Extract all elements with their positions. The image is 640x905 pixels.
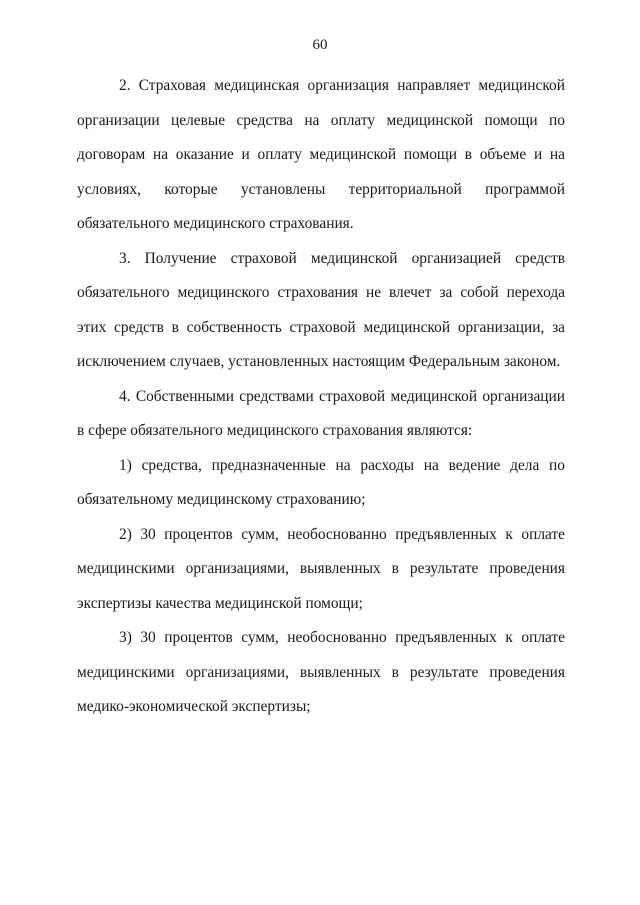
list-item-1: 1) средства, предназначенные на расходы на ведение дела по обязательному медицинскому страхованию; bbox=[77, 456, 565, 508]
paragraph-4: 4. Собственными средствами страховой медицинской организации в сфере обязательного медицинского страхования являются: bbox=[77, 387, 565, 439]
list-item-3: 3) 30 процентов сумм, необоснованно предъявленных к оплате медицинскими организациями, выявленных в результате проведения медико-экономической экспертизы; bbox=[77, 629, 565, 715]
page-number: 60 bbox=[312, 37, 328, 53]
document-body bbox=[77, 69, 565, 725]
list-item-2: 2) 30 процентов сумм, необоснованно предъявленных к оплате медицинскими организациями, выявленных в результате проведения экспертизы качества медицинской помощи; bbox=[77, 525, 565, 612]
paragraph-2: 2. Страховая медицинская организация направляет медицинской организации целевые средства на оплату медицинской помощи по договорам на оказание и оплату медицинской помощи в объеме и на условиях, которые установлены территориальной программой обязательного медицинского страхования. bbox=[77, 77, 565, 232]
paragraph-3: 3. Получение страховой медицинской организацией средств обязательного медицинского страхования не влечет за собой перехода этих средств в собственность страховой медицинской организации, за исключением случаев, установленных настоящим Федеральным законом. bbox=[77, 249, 565, 370]
